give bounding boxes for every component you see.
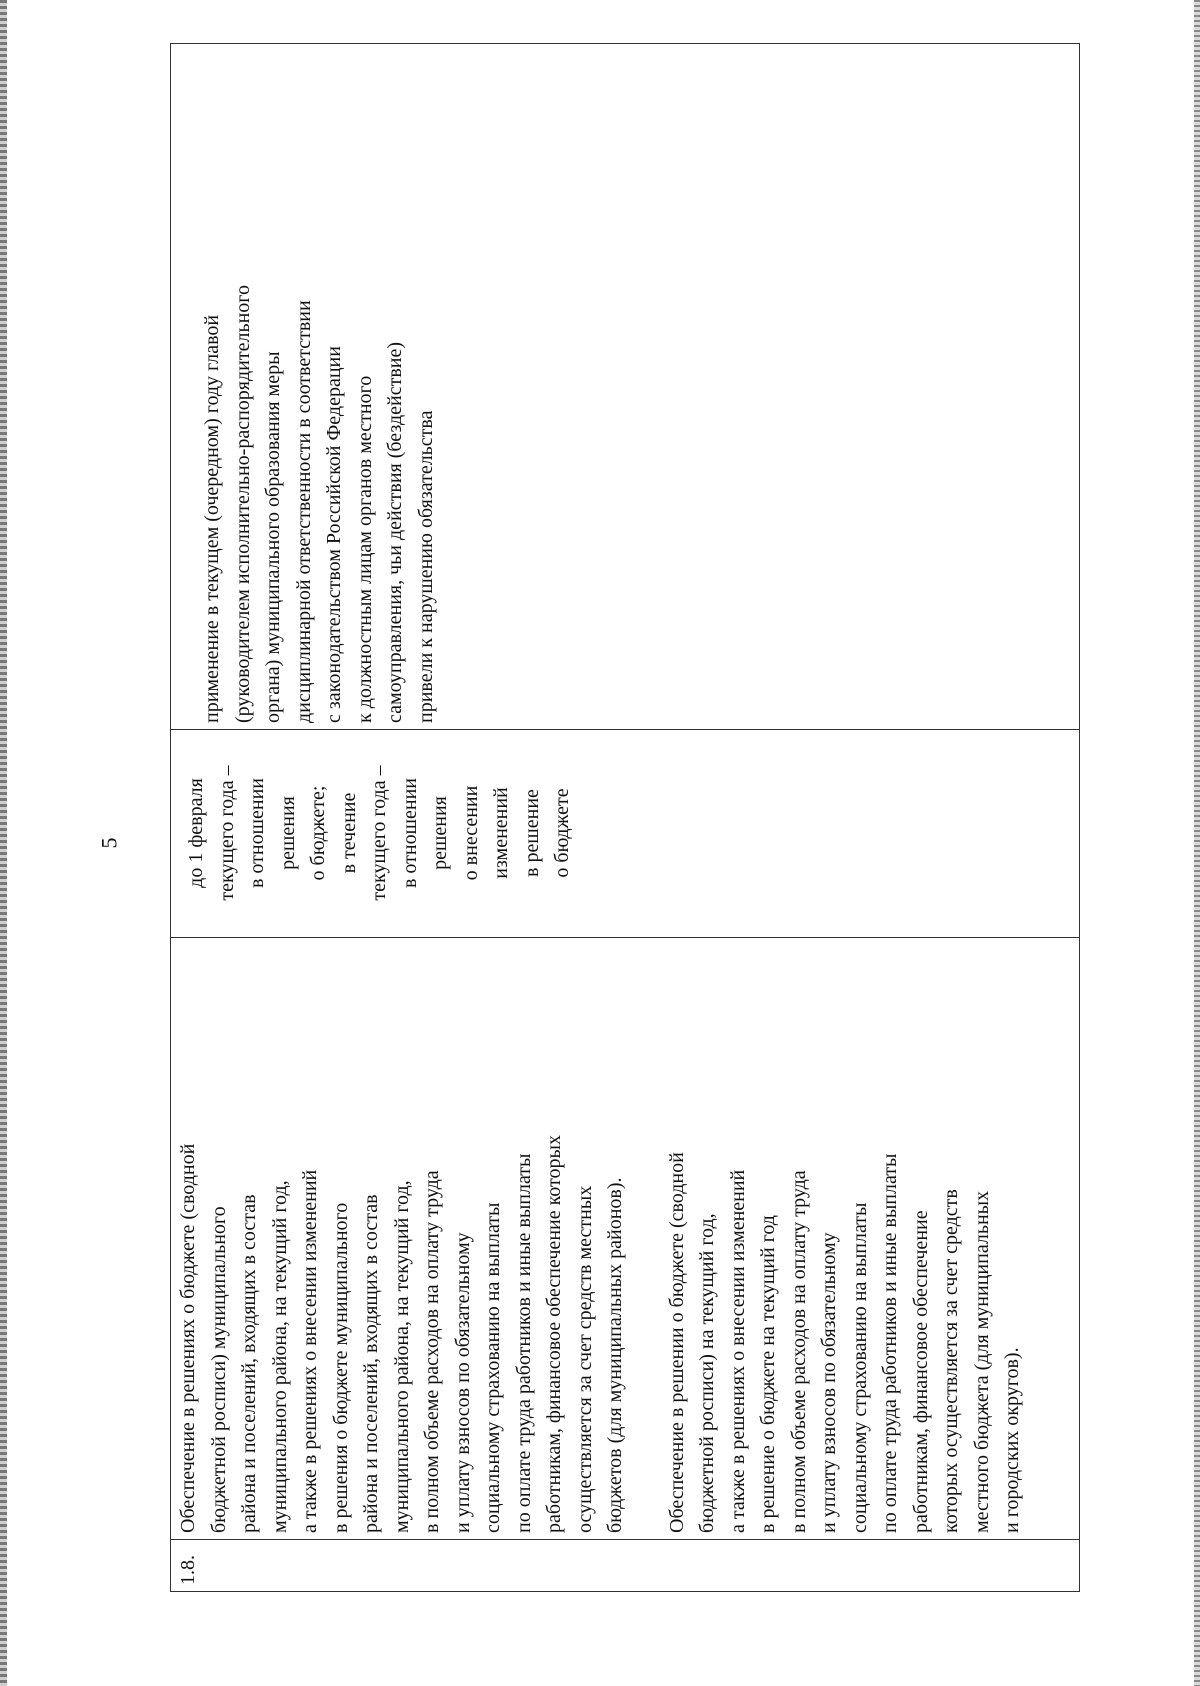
consequence-line: (руководителем исполнительно-распорядительного	[231, 285, 254, 723]
deadline-line: до 1 февраля	[185, 778, 207, 888]
description-line: и уплату взносов по обязательному	[451, 1232, 474, 1533]
deadline-line: решения	[276, 796, 299, 870]
description-line: социальному страхованию на выплаты	[482, 1202, 504, 1533]
deadline-line: в решение	[520, 789, 543, 877]
description-line: а также в решениях о внесении изменений	[299, 1169, 321, 1533]
description-line: в полном объеме расходов на оплату труда	[421, 1170, 443, 1533]
consequence-cell	[171, 44, 1080, 730]
description-line: Обеспечение в решении о бюджете (сводной	[665, 1152, 688, 1533]
deadline-line: о бюджете	[551, 788, 573, 878]
page-number: 5	[96, 837, 122, 849]
description-line: Обеспечение в решениях о бюджете (сводной	[177, 1143, 199, 1533]
deadline-line: о бюджете;	[307, 785, 329, 881]
description-line: по оплате труда работников и иные выплаты	[512, 1153, 535, 1533]
row-number: 1.8.	[177, 1555, 199, 1585]
deadline-line: текущего года –	[368, 765, 390, 901]
deadline-line: решения	[429, 796, 451, 870]
deadline-line: о внесении	[459, 785, 482, 881]
description-line: в решение о бюджете на текущий год	[757, 1215, 779, 1533]
description-line: муниципального района, на текущий год,	[268, 1180, 291, 1533]
description-line: в полном объеме расходов на оплату труда	[787, 1170, 810, 1533]
description-line: муниципального района, на текущий год,	[390, 1180, 413, 1533]
description-line: работникам, финансовое обеспечение	[909, 1210, 932, 1533]
scan-edge-left	[0, 0, 7, 1686]
deadline-line: изменений	[490, 787, 512, 879]
description-line: в решения о бюджете муниципального	[329, 1202, 352, 1533]
description-line: по оплате труда работников и иные выплаты	[879, 1153, 901, 1533]
description-line: бюджетной росписи) на текущий год,	[696, 1213, 718, 1533]
description-line: бюджетов (для муниципальных районов).	[604, 1177, 626, 1533]
description-line: социальному страхованию на выплаты	[848, 1202, 871, 1533]
consequence-line: к должностным лицам органов местного	[353, 375, 376, 723]
deadline-line: в течение	[337, 792, 360, 874]
description-line: которых осуществляется за счет средств	[940, 1189, 962, 1533]
consequence-line: применение в текущем (очередном) году главой	[201, 314, 223, 723]
scan-edge-right	[1194, 0, 1200, 1686]
description-paragraph-1	[173, 943, 631, 1533]
deadline-text	[181, 735, 578, 931]
consequence-line: привели к нарушению обязательства	[414, 410, 437, 723]
description-paragraph-2	[662, 943, 1028, 1533]
paragraph-gap	[631, 943, 662, 1533]
description-line: района и поселений, входящих в состав	[360, 1194, 382, 1533]
consequence-line: органа) муниципального образования меры	[262, 351, 284, 723]
row-number-cell	[171, 1540, 1080, 1592]
description-line: а также в решениях о внесении изменений	[726, 1169, 749, 1533]
deadline-cell	[171, 730, 1080, 938]
description-line: и уплату взносов по обязательному	[818, 1232, 840, 1533]
description-line: осуществляется за счет средств местных	[573, 1185, 596, 1533]
consequence-line: самоуправления, чьи действия (бездействие)	[384, 341, 406, 723]
obligations-table	[170, 43, 1080, 1592]
deadline-line: в отношении	[246, 778, 268, 889]
rotated-table-sheet	[170, 92, 1080, 1592]
consequence-text	[197, 49, 441, 723]
description-line: бюджетной росписи) муниципального	[207, 1206, 230, 1533]
description-line: района и поселений, входящих в состав	[238, 1194, 260, 1533]
description-line: местного бюджета (для муниципальных	[970, 1190, 993, 1533]
table-row	[171, 44, 1080, 1592]
consequence-line: с законодательством Российской Федерации	[323, 346, 345, 723]
description-cell	[171, 938, 1080, 1540]
description-line: и городских округов).	[1001, 1347, 1023, 1533]
consequence-line: дисциплинарной ответственности в соответствии	[292, 300, 315, 723]
deadline-line: в отношении	[398, 778, 421, 889]
description-line: работникам, финансовое обеспечение которых	[543, 1135, 565, 1533]
deadline-line: текущего года –	[215, 765, 238, 901]
